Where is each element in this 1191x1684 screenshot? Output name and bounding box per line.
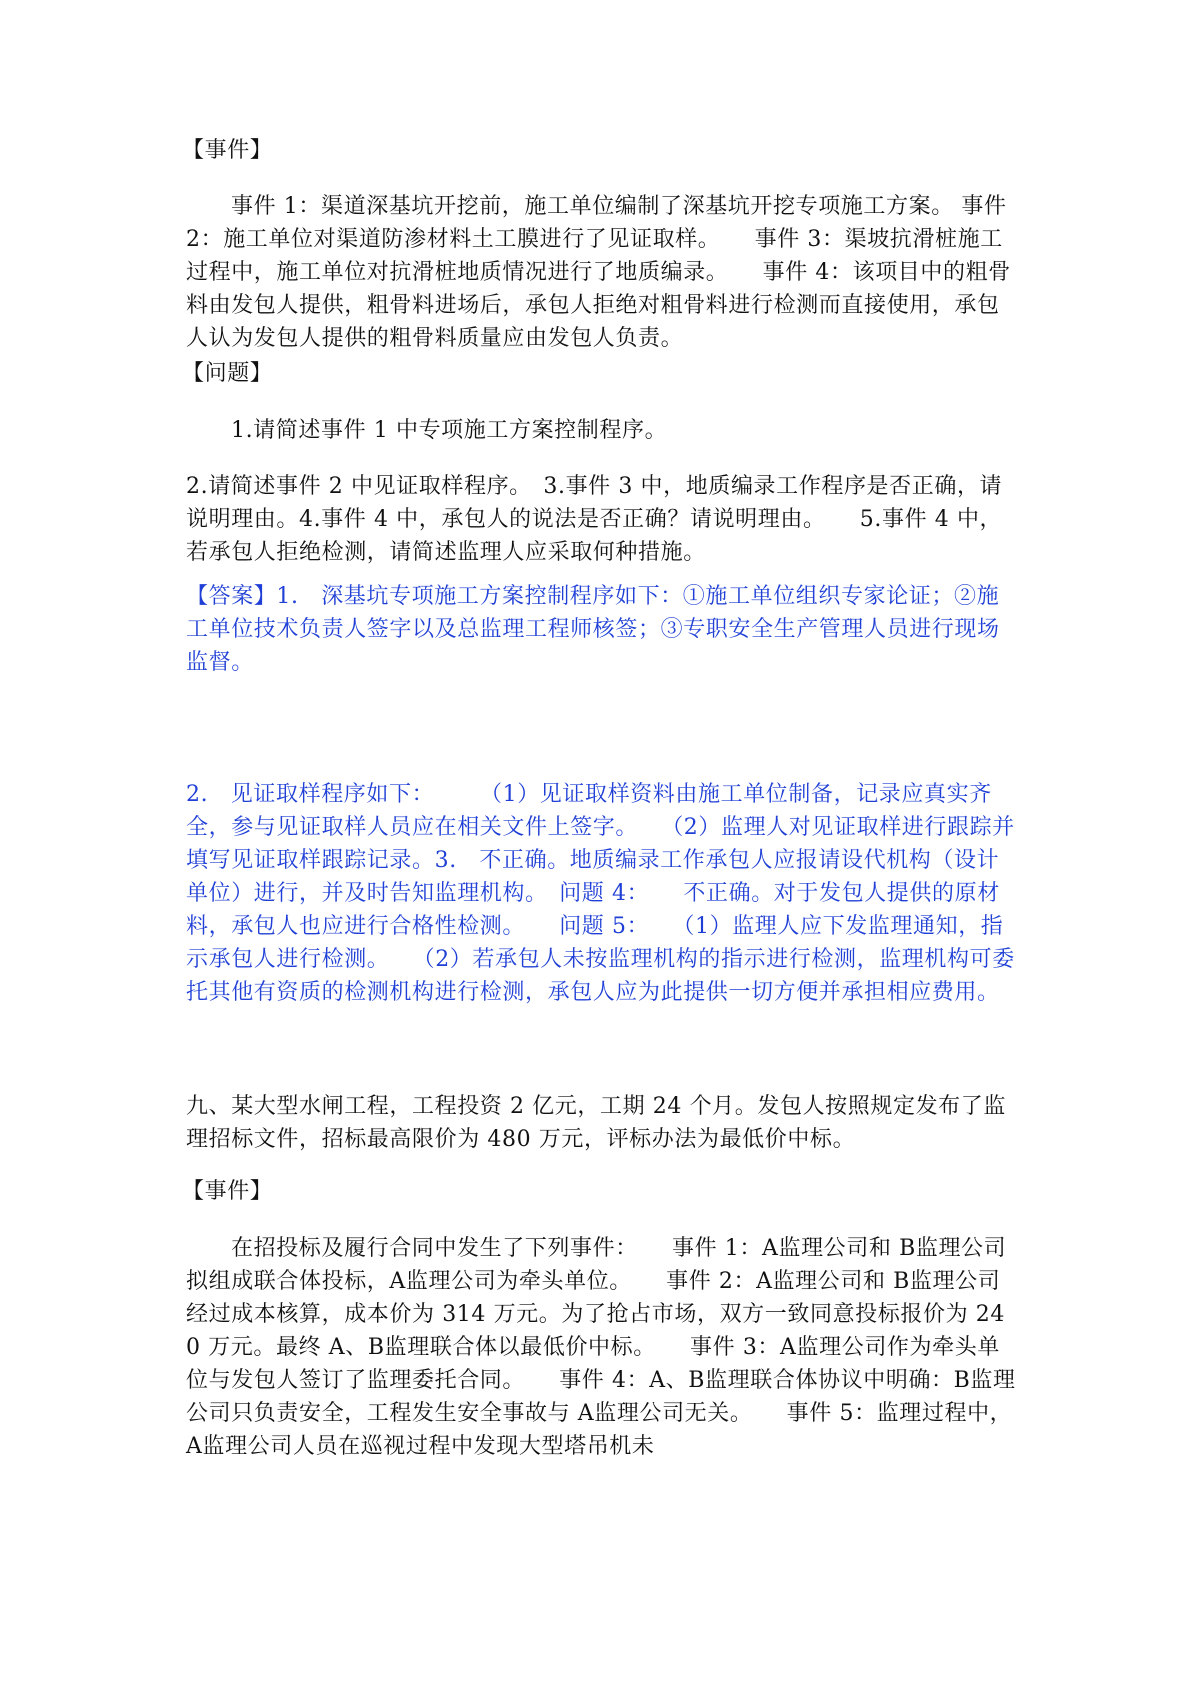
case-9-intro: 九、某大型水闸工程，工程投资 2 亿元，工期 24 个月。发包人按照规定发布了监理招标文件，招标最高限价为 480 万元，评标办法为最低价中标。 bbox=[186, 1094, 1006, 1152]
question-heading: 【问题】 bbox=[182, 361, 273, 386]
events-heading-1: 【事件】 bbox=[182, 138, 273, 163]
answer-1: 1. 深基坑专项施工方案控制程序如下：①施工单位组织专家论证；②施工单位技术负责人签字以及总监理工程师核签；③专职安全生产管理人员进行现场监督。 bbox=[186, 584, 1000, 675]
answer-1-block bbox=[186, 580, 1016, 679]
events-text-2: 在招投标及履行合同中发生了下列事件： 事件 1：A监理公司和 B监理公司拟组成联合体投标，A监理公司为牵头单位。 事件 2：A监理公司和 B监理公司经过成本核算，成本价为 314 万元。为了抢占市场，双方一致同意投标报价为 240 万元。最终 A、B监理联合体以最低价中标。 事件 3：A监理公司作为牵头单位与发包人签订了监理委托合同。 事件 4：A、B监理联合体协议中明确：B监理公司只负责安全，工程发生安全事故与 A监理公司无关。 事件 5：监理过程中，A监理公司人员在巡视过程中发现大型塔吊机未 bbox=[186, 1236, 1016, 1459]
question-1: 1.请简述事件 1 中专项施工方案控制程序。 bbox=[231, 418, 668, 443]
events-text-1: 事件 1：渠道深基坑开挖前，施工单位编制了深基坑开挖专项施工方案。 事件 2：施工单位对渠道防渗材料土工膜进行了见证取样。 事件 3：渠坡抗滑桩施工过程中，施工单位对抗滑桩地质情况进行了地质编录。 事件 4：该项目中的粗骨料由发包人提供，粗骨料进场后，承包人拒绝对粗骨料进行检测而直接使用，承包人认为发包人提供的粗骨料质量应由发包人负责。 bbox=[186, 194, 1011, 351]
answer-label: 【答案】 bbox=[186, 584, 277, 609]
events-heading-2: 【事件】 bbox=[182, 1179, 273, 1204]
question-2-5: 2.请简述事件 2 中见证取样程序。 3.事件 3 中，地质编录工作程序是否正确，请说明理由。4.事件 4 中，承包人的说法是否正确？请说明理由。 5.事件 4 中，若承包人拒绝检测，请简述监理人应采取何种措施。 bbox=[186, 474, 1003, 565]
answer-2: 2. 见证取样程序如下： （1）见证取样资料由施工单位制备，记录应真实齐全，参与见证取样人员应在相关文件上签字。 （2）监理人对见证取样进行跟踪并填写见证取样跟踪记录。3. 不正确。地质编录工作承包人应报请设代机构（设计单位）进行，并及时告知监理机构。 问题 4： 不正确。对于发包人提供的原材料，承包人也应进行合格性检测。 问题 5： （1）监理人应下发监理通知，指示承包人进行检测。 （2）若承包人未按监理机构的指示进行检测，监理机构可委托其他有资质的检测机构进行检测，承包人应为此提供一切方便并承担相应费用。 bbox=[186, 782, 1015, 1005]
